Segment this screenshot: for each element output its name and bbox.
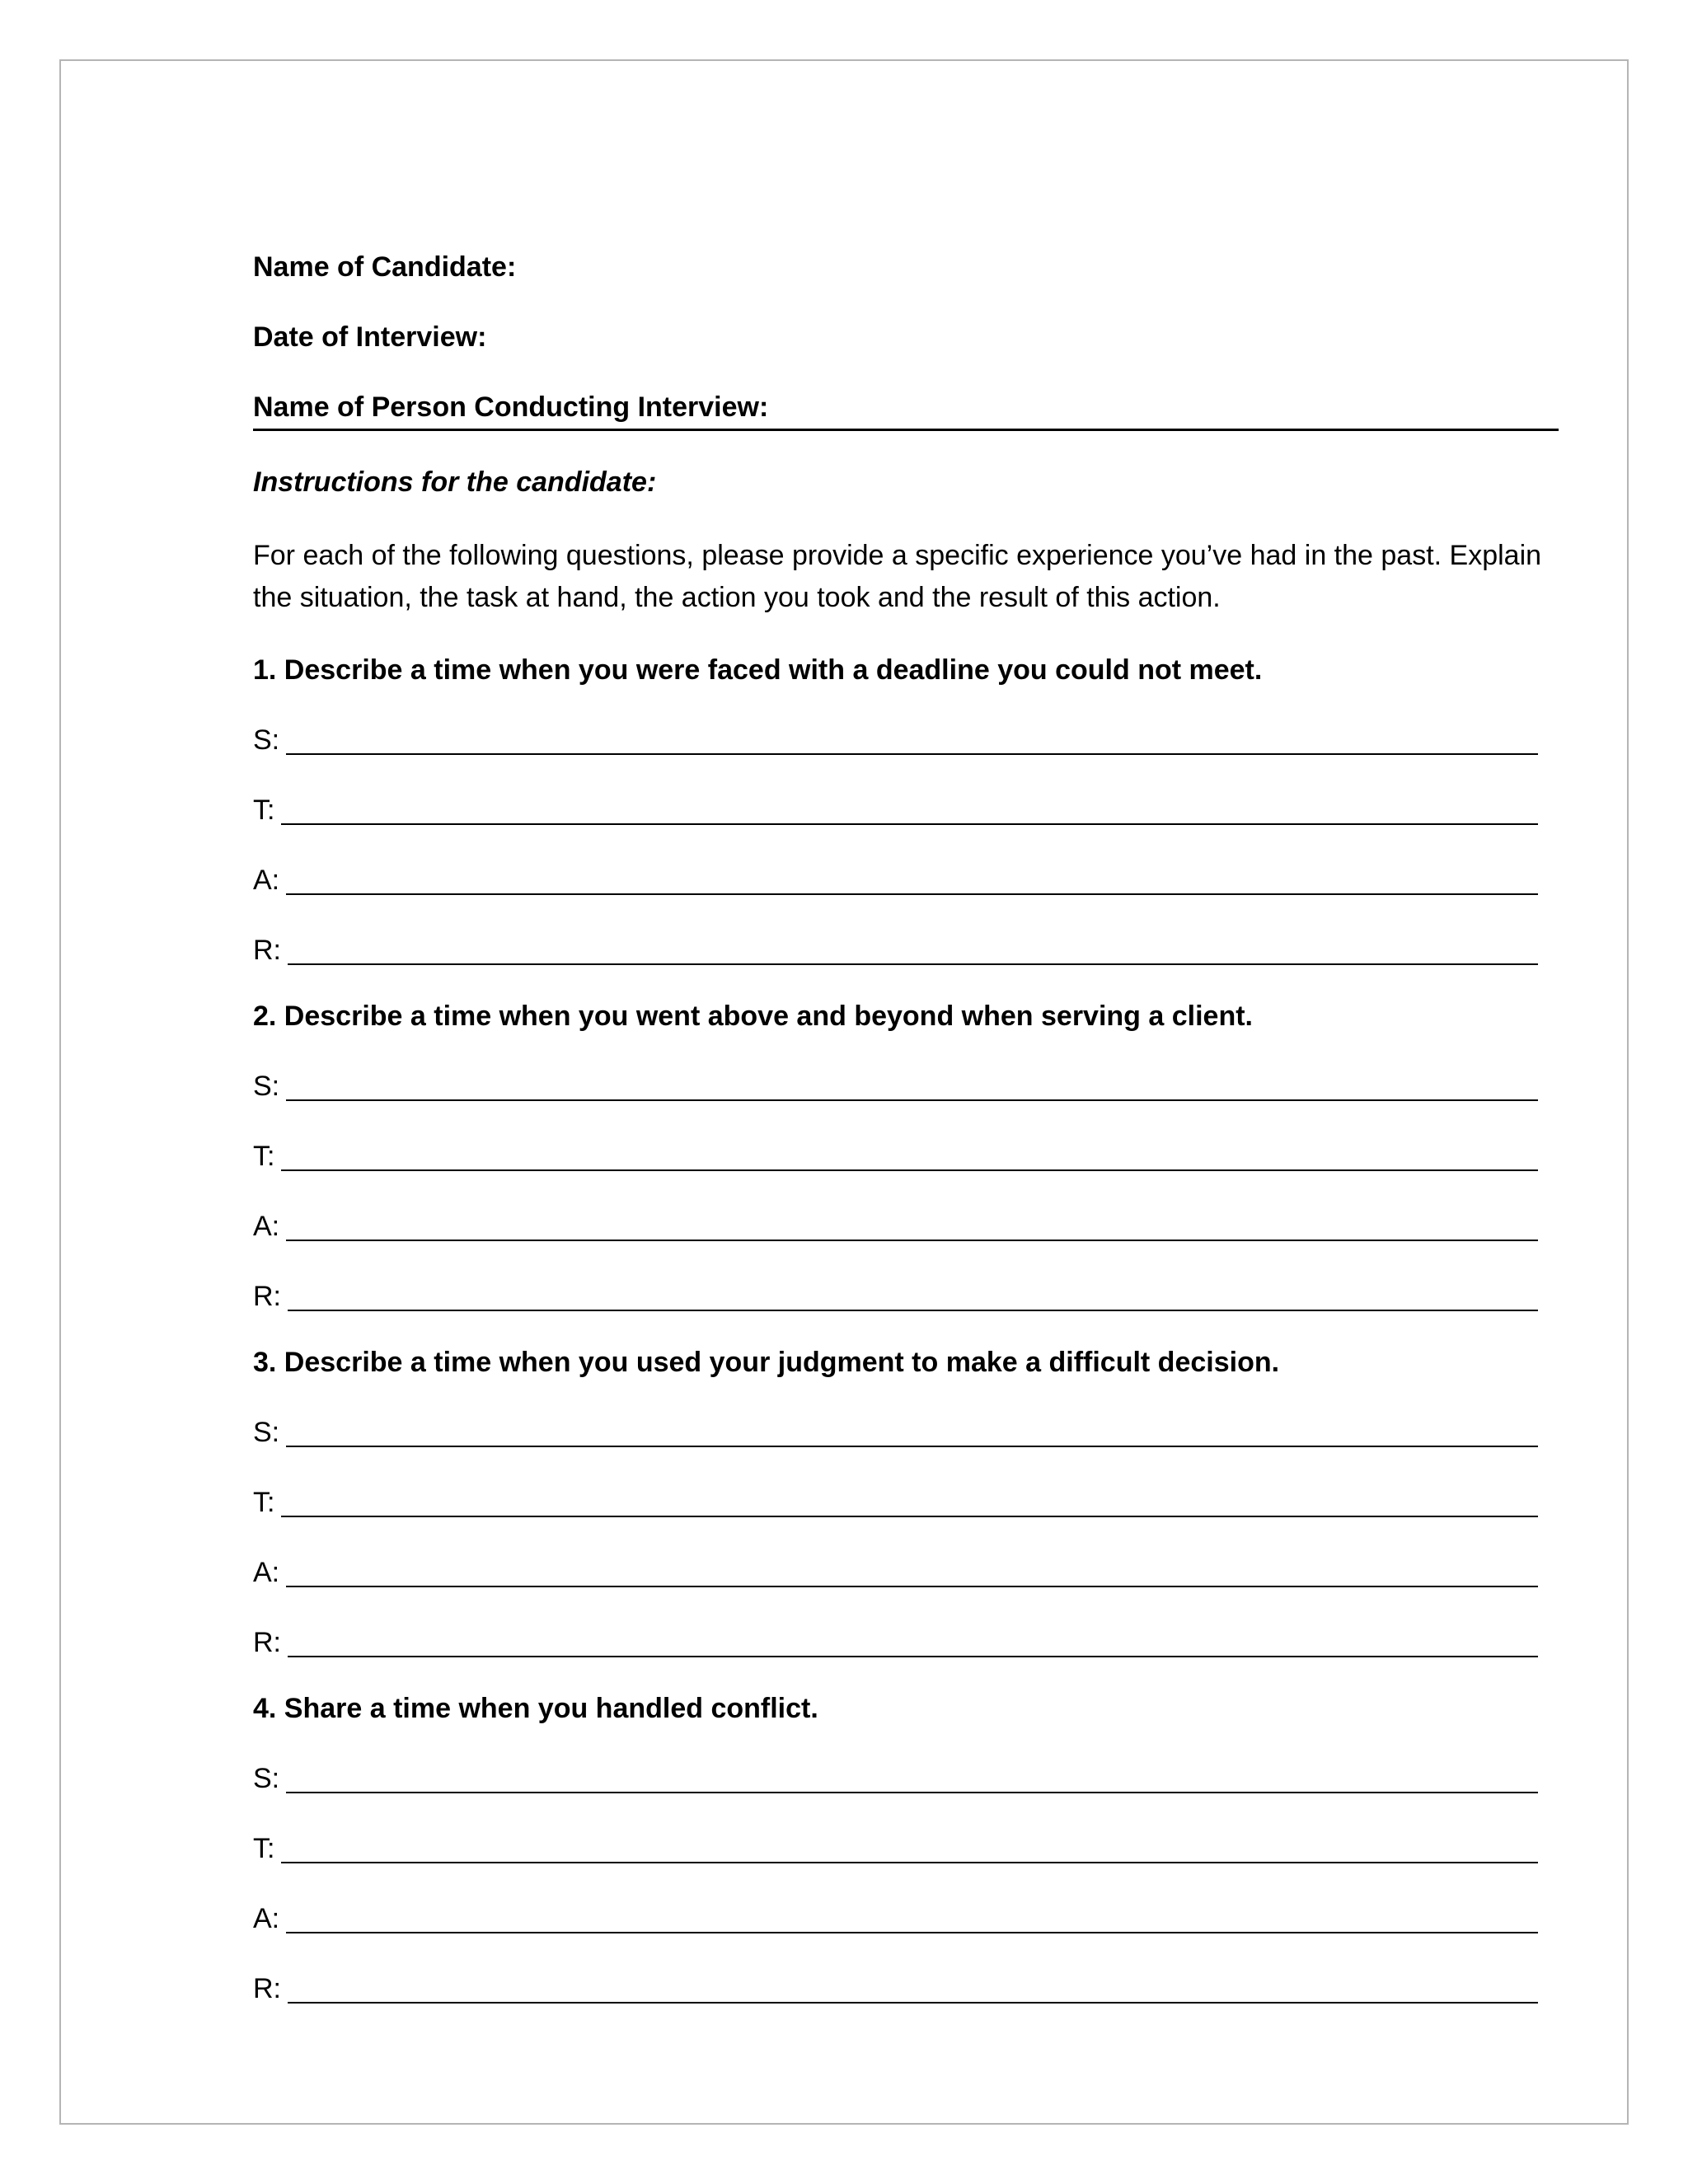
answer-line[interactable]: [286, 1215, 1538, 1241]
answer-label-result: R:: [253, 935, 281, 966]
answer-line[interactable]: [286, 1767, 1538, 1793]
answer-label-action: A:: [253, 865, 280, 896]
answer-line[interactable]: [281, 1491, 1538, 1517]
question-3: 3. Describe a time when you used your judgment to make a difficult decision.: [253, 1347, 1280, 1378]
answer-label-situation: S:: [253, 724, 280, 756]
answer-label-task: T:: [253, 794, 275, 826]
answer-row-q3-result: [253, 1628, 1538, 1657]
answer-row-q1-situation: [253, 725, 1538, 755]
answer-label-task: T:: [253, 1487, 275, 1518]
answer-line[interactable]: [281, 1145, 1538, 1171]
answer-label-action: A:: [253, 1557, 280, 1588]
document-page: [59, 59, 1629, 2125]
answer-label-situation: S:: [253, 1071, 280, 1102]
answer-row-q3-situation: [253, 1418, 1538, 1447]
answer-line[interactable]: [286, 729, 1538, 755]
answer-line[interactable]: [288, 939, 1538, 965]
answer-line[interactable]: [281, 799, 1538, 825]
answer-line[interactable]: [286, 1075, 1538, 1101]
answer-label-action: A:: [253, 1903, 280, 1934]
candidate-name-label: Name of Candidate:: [253, 251, 517, 283]
answer-row-q4-action: [253, 1904, 1538, 1933]
answer-label-situation: S:: [253, 1417, 280, 1448]
answer-row-q2-situation: [253, 1071, 1538, 1101]
answer-label-action: A:: [253, 1211, 280, 1242]
answer-line[interactable]: [286, 869, 1538, 895]
answer-line[interactable]: [286, 1907, 1538, 1933]
answer-line[interactable]: [281, 1837, 1538, 1863]
answer-line[interactable]: [288, 1977, 1538, 2004]
answer-line[interactable]: [288, 1285, 1538, 1311]
instructions-body: For each of the following questions, please provide a specific experience you’ve had in the past. Explain the situation, the task at hand, the action you took and the result of this action.: [253, 540, 1542, 613]
question-2: 2. Describe a time when you went above and beyond when serving a client.: [253, 1001, 1253, 1032]
answer-row-q1-task: [253, 795, 1538, 825]
answer-label-result: R:: [253, 1627, 281, 1658]
answer-line[interactable]: [288, 1631, 1538, 1657]
answer-row-q4-situation: [253, 1764, 1538, 1793]
answer-row-q2-action: [253, 1212, 1538, 1241]
answer-row-q1-result: [253, 935, 1538, 965]
interview-date-label: Date of Interview:: [253, 321, 487, 353]
question-4: 4. Share a time when you handled conflict.: [253, 1693, 818, 1724]
answer-line[interactable]: [286, 1561, 1538, 1587]
answer-label-task: T:: [253, 1833, 275, 1864]
answer-row-q1-action: [253, 865, 1538, 895]
answer-label-situation: S:: [253, 1763, 280, 1794]
answer-label-result: R:: [253, 1281, 281, 1312]
answer-row-q4-result: [253, 1974, 1538, 2004]
answer-row-q2-task: [253, 1141, 1538, 1171]
answer-row-q3-task: [253, 1488, 1538, 1517]
answer-row-q2-result: [253, 1282, 1538, 1311]
instructions-title: Instructions for the candidate:: [253, 466, 657, 498]
answer-line[interactable]: [286, 1421, 1538, 1447]
form-content: [253, 252, 1559, 2004]
answer-row-q4-task: [253, 1834, 1538, 1863]
answer-label-task: T:: [253, 1141, 275, 1172]
answer-label-result: R:: [253, 1973, 281, 2004]
question-1: 1. Describe a time when you were faced with a deadline you could not meet.: [253, 654, 1263, 686]
answer-row-q3-action: [253, 1558, 1538, 1587]
interviewer-name-label: Name of Person Conducting Interview:: [253, 392, 1559, 431]
